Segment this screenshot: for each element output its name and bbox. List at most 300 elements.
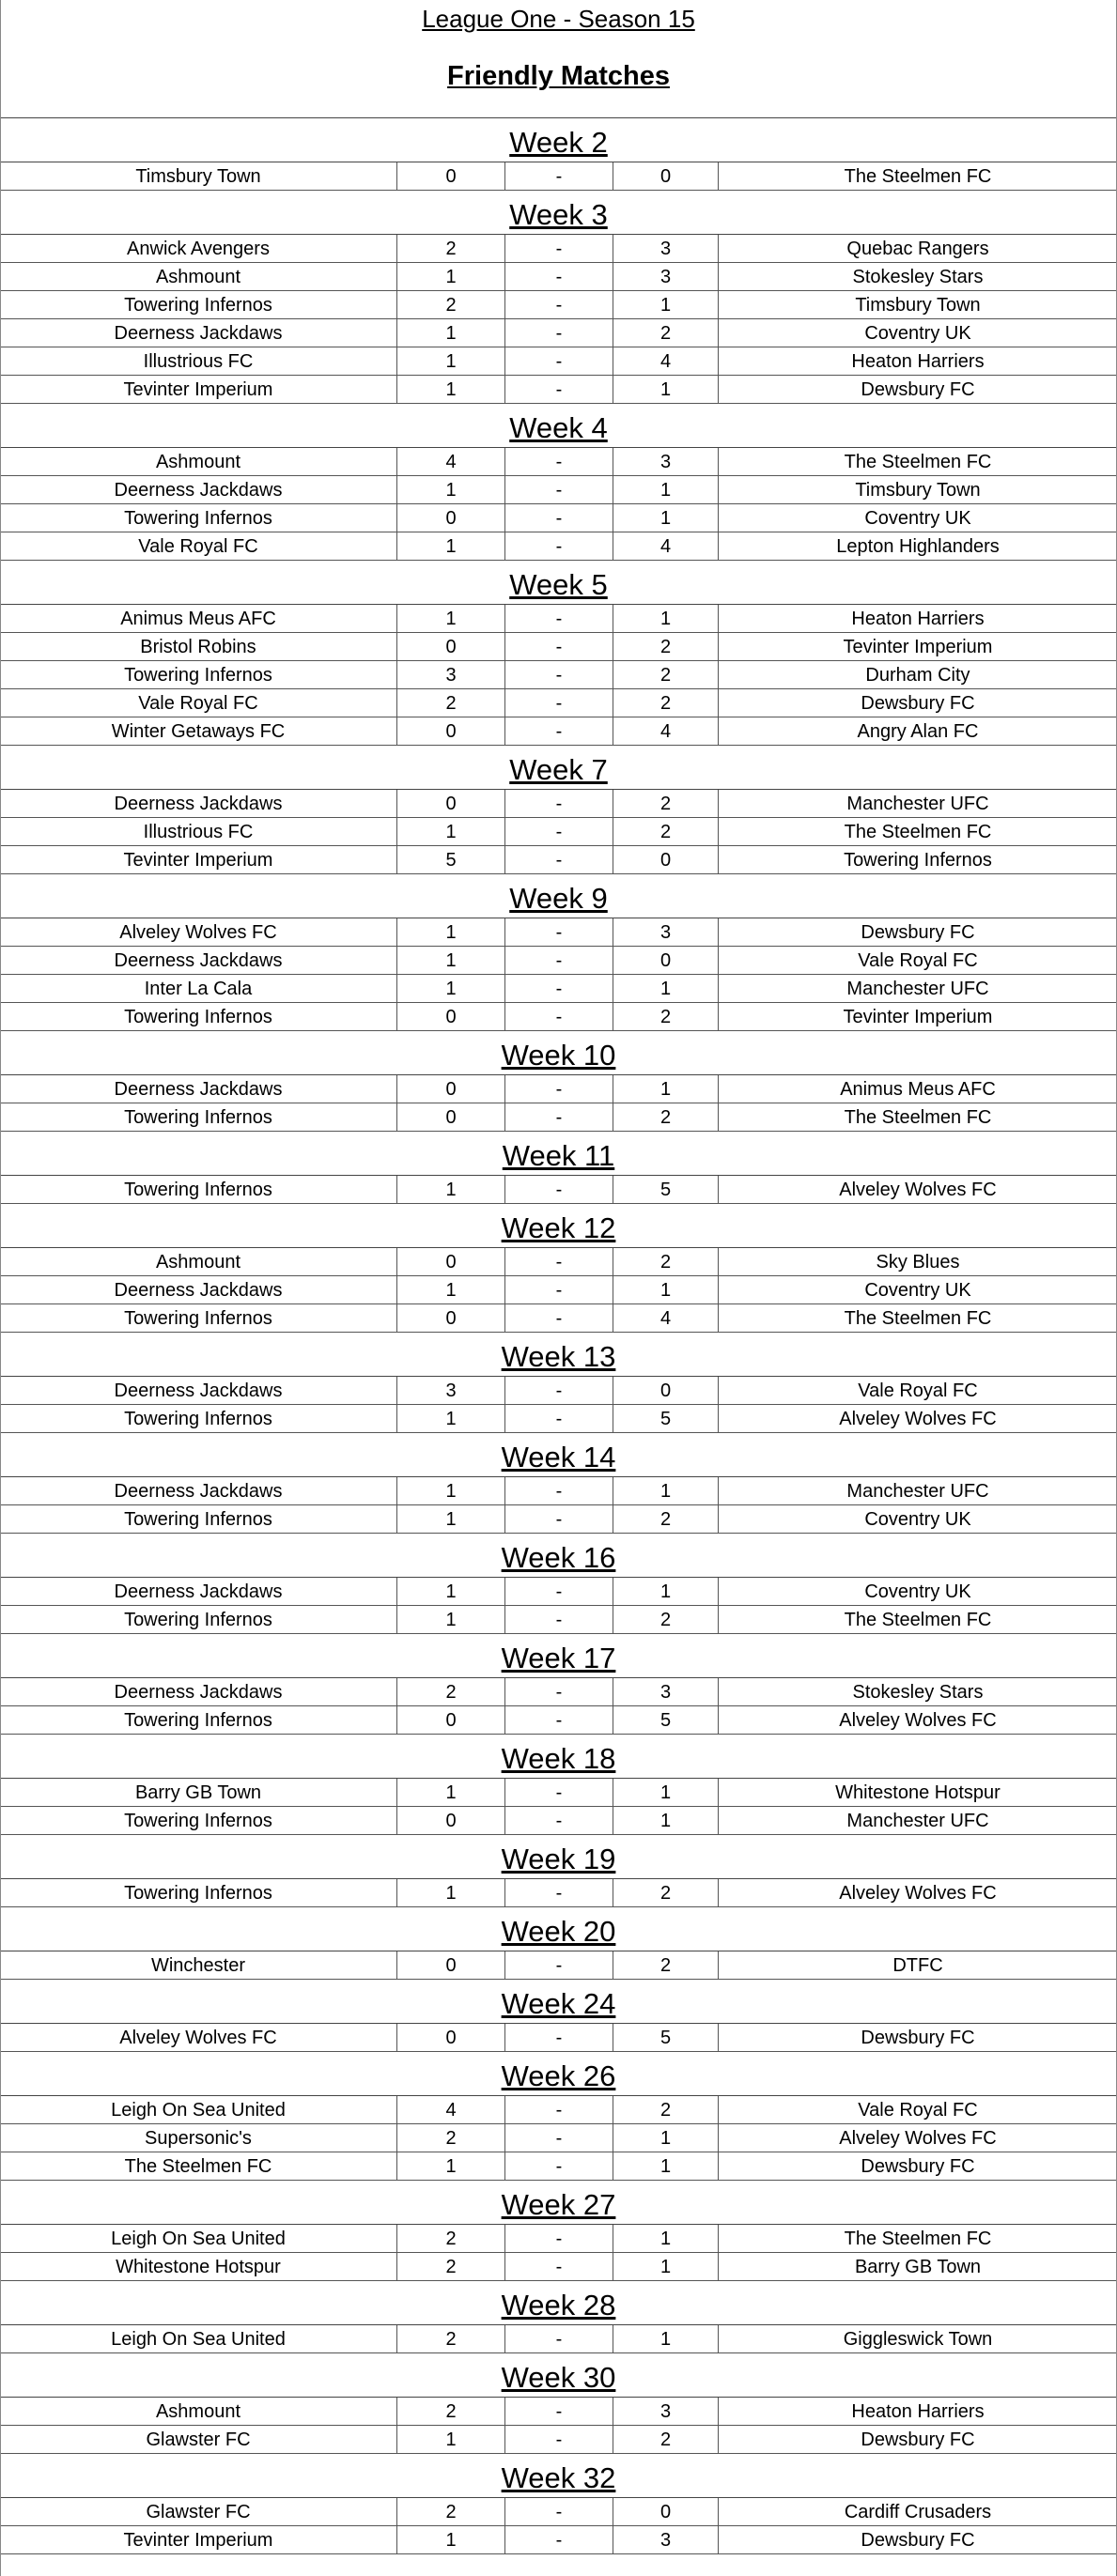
- match-row: [0, 2498, 1117, 2526]
- home-team-cell: Tevinter Imperium: [0, 846, 397, 873]
- home-score-cell: 1: [397, 1606, 505, 1633]
- home-team-cell: Ashmount: [0, 448, 397, 475]
- week-heading: Week 27: [0, 2181, 1117, 2225]
- score-separator-cell: -: [505, 319, 613, 347]
- score-separator-cell: -: [505, 2526, 613, 2553]
- match-row: [0, 661, 1117, 689]
- home-score-cell: 2: [397, 2253, 505, 2280]
- home-team-cell: Whitestone Hotspur: [0, 2253, 397, 2280]
- away-score-cell: 1: [613, 504, 719, 532]
- away-team-cell: Tevinter Imperium: [843, 637, 993, 657]
- home-score-cell: 1: [397, 2152, 505, 2180]
- match-row: [0, 2526, 1117, 2554]
- away-team-cell: Vale Royal FC: [858, 1381, 978, 1401]
- week-heading: Week 11: [0, 1132, 1117, 1176]
- away-team-cell: The Steelmen FC: [844, 452, 992, 472]
- away-score-cell: 2: [613, 1248, 719, 1275]
- away-score-cell: 2: [613, 1003, 719, 1030]
- score-separator-cell: -: [505, 1678, 613, 1705]
- home-score-cell: 1: [397, 947, 505, 974]
- home-team-cell: Towering Infernos: [0, 1176, 397, 1203]
- home-team-cell: Deerness Jackdaws: [0, 1678, 397, 1705]
- week-section: [0, 1907, 1117, 1980]
- match-row: [0, 476, 1117, 504]
- away-score-cell: 4: [613, 717, 719, 745]
- score-separator-cell: -: [505, 1951, 613, 1979]
- away-score-cell: 2: [613, 790, 719, 817]
- score-separator-cell: -: [505, 790, 613, 817]
- week-section: [0, 2052, 1117, 2181]
- home-team-cell: Vale Royal FC: [0, 689, 397, 717]
- score-separator-cell: -: [505, 2325, 613, 2352]
- home-team-cell: Glawster FC: [0, 2498, 397, 2525]
- score-separator-cell: -: [505, 2124, 613, 2152]
- away-score-cell: 5: [613, 1706, 719, 1734]
- score-separator-cell: -: [505, 2024, 613, 2051]
- home-team-cell: Towering Infernos: [0, 1505, 397, 1533]
- away-team-cell: Barry GB Town: [854, 2257, 982, 2277]
- away-score-cell: 5: [613, 1405, 719, 1432]
- week-heading: Week 17: [0, 1634, 1117, 1678]
- home-team-cell: Towering Infernos: [0, 1879, 397, 1906]
- away-team-cell: Vale Royal FC: [858, 2100, 978, 2121]
- score-separator-cell: -: [505, 1578, 613, 1605]
- week-heading: Week 16: [0, 1534, 1117, 1578]
- home-score-cell: 1: [397, 1505, 505, 1533]
- home-score-cell: 2: [397, 2398, 505, 2425]
- week-section: [0, 874, 1117, 1031]
- score-separator-cell: -: [505, 2253, 613, 2280]
- away-score-cell: 2: [613, 661, 719, 688]
- home-score-cell: 5: [397, 846, 505, 873]
- score-separator-cell: -: [505, 1075, 613, 1103]
- home-team-cell: Vale Royal FC: [0, 532, 397, 560]
- away-team-cell: Dewsbury FC: [861, 693, 975, 714]
- score-separator-cell: -: [505, 818, 613, 845]
- score-separator-cell: -: [505, 717, 613, 745]
- home-team-cell: Deerness Jackdaws: [0, 1276, 397, 1303]
- home-score-cell: 3: [397, 661, 505, 688]
- match-row: [0, 717, 1117, 746]
- away-team-cell: The Steelmen FC: [844, 166, 992, 187]
- week-heading: Week 9: [0, 874, 1117, 918]
- away-score-cell: 2: [613, 1951, 719, 1979]
- away-score-cell: 4: [613, 532, 719, 560]
- fixtures-list: [0, 118, 1117, 2554]
- away-score-cell: 3: [613, 263, 719, 290]
- away-score-cell: 5: [613, 1176, 719, 1203]
- score-separator-cell: -: [505, 1779, 613, 1806]
- home-team-cell: Glawster FC: [0, 2426, 397, 2453]
- score-separator-cell: -: [505, 2426, 613, 2453]
- week-section: [0, 1333, 1117, 1433]
- score-separator-cell: -: [505, 1807, 613, 1834]
- home-score-cell: 2: [397, 2325, 505, 2352]
- home-team-cell: Deerness Jackdaws: [0, 319, 397, 347]
- away-team-cell: Angry Alan FC: [857, 721, 979, 742]
- home-team-cell: Illustrious FC: [0, 347, 397, 375]
- match-row: [0, 2398, 1117, 2426]
- away-team-cell: Heaton Harriers: [851, 609, 985, 629]
- away-score-cell: 1: [613, 476, 719, 503]
- home-score-cell: 1: [397, 1779, 505, 1806]
- away-team-cell: Dewsbury FC: [861, 379, 975, 400]
- home-team-cell: Timsbury Town: [0, 162, 397, 190]
- score-separator-cell: -: [505, 1377, 613, 1404]
- home-score-cell: 2: [397, 2124, 505, 2152]
- away-team-cell: DTFC: [892, 1955, 943, 1976]
- week-heading: Week 18: [0, 1735, 1117, 1779]
- score-separator-cell: -: [505, 2498, 613, 2525]
- away-team-cell: Heaton Harriers: [851, 351, 985, 372]
- match-row: [0, 1405, 1117, 1433]
- away-score-cell: 0: [613, 2498, 719, 2525]
- home-score-cell: 1: [397, 476, 505, 503]
- week-heading: Week 7: [0, 746, 1117, 790]
- score-separator-cell: -: [505, 975, 613, 1002]
- home-score-cell: 1: [397, 376, 505, 403]
- home-score-cell: 0: [397, 1003, 505, 1030]
- score-separator-cell: -: [505, 1103, 613, 1131]
- match-row: [0, 790, 1117, 818]
- match-row: [0, 1176, 1117, 1204]
- away-score-cell: 2: [613, 319, 719, 347]
- away-score-cell: 1: [613, 975, 719, 1002]
- away-team-cell: Alveley Wolves FC: [839, 1409, 997, 1429]
- match-row: [0, 1304, 1117, 1333]
- score-separator-cell: -: [505, 1879, 613, 1906]
- week-heading: Week 3: [0, 191, 1117, 235]
- score-separator-cell: -: [505, 661, 613, 688]
- away-score-cell: 1: [613, 291, 719, 318]
- home-team-cell: Supersonic's: [0, 2124, 397, 2152]
- week-section: [0, 1835, 1117, 1907]
- home-score-cell: 1: [397, 818, 505, 845]
- home-team-cell: Towering Infernos: [0, 661, 397, 688]
- score-separator-cell: -: [505, 532, 613, 560]
- home-score-cell: 4: [397, 448, 505, 475]
- away-team-cell: Coventry UK: [864, 1509, 971, 1530]
- home-score-cell: 0: [397, 790, 505, 817]
- score-separator-cell: -: [505, 2096, 613, 2123]
- away-team-cell: Cardiff Crusaders: [844, 2502, 992, 2522]
- home-team-cell: Towering Infernos: [0, 1304, 397, 1332]
- week-section: [0, 1031, 1117, 1132]
- home-score-cell: 0: [397, 1103, 505, 1131]
- away-team-cell: Alveley Wolves FC: [839, 1180, 997, 1200]
- away-score-cell: 5: [613, 2024, 719, 2051]
- home-score-cell: 1: [397, 532, 505, 560]
- week-section: [0, 1534, 1117, 1634]
- week-section: [0, 2281, 1117, 2353]
- score-separator-cell: -: [505, 235, 613, 262]
- home-score-cell: 1: [397, 975, 505, 1002]
- home-score-cell: 0: [397, 717, 505, 745]
- home-team-cell: Winter Getaways FC: [0, 717, 397, 745]
- match-row: [0, 376, 1117, 404]
- home-score-cell: 0: [397, 1304, 505, 1332]
- home-score-cell: 0: [397, 633, 505, 660]
- week-heading: Week 32: [0, 2454, 1117, 2498]
- week-heading: Week 19: [0, 1835, 1117, 1879]
- home-score-cell: 1: [397, 605, 505, 632]
- home-team-cell: Towering Infernos: [0, 1103, 397, 1131]
- home-team-cell: Tevinter Imperium: [0, 2526, 397, 2553]
- away-score-cell: 1: [613, 2325, 719, 2352]
- week-section: [0, 2181, 1117, 2281]
- match-row: [0, 605, 1117, 633]
- match-row: [0, 1075, 1117, 1103]
- week-section: [0, 2353, 1117, 2454]
- home-team-cell: Leigh On Sea United: [0, 2096, 397, 2123]
- week-heading: Week 12: [0, 1204, 1117, 1248]
- home-team-cell: Tevinter Imperium: [0, 376, 397, 403]
- league-title: League One - Season 15: [422, 5, 695, 33]
- home-score-cell: 1: [397, 1405, 505, 1432]
- away-score-cell: 3: [613, 1678, 719, 1705]
- home-score-cell: 1: [397, 1176, 505, 1203]
- home-score-cell: 1: [397, 2526, 505, 2553]
- home-team-cell: Deerness Jackdaws: [0, 1377, 397, 1404]
- away-score-cell: 0: [613, 947, 719, 974]
- score-separator-cell: -: [505, 633, 613, 660]
- home-team-cell: Anwick Avengers: [0, 235, 397, 262]
- home-score-cell: 1: [397, 263, 505, 290]
- home-score-cell: 2: [397, 2498, 505, 2525]
- match-row: [0, 2024, 1117, 2052]
- away-team-cell: Stokesley Stars: [852, 267, 984, 287]
- away-team-cell: Lepton Highlanders: [836, 536, 1000, 557]
- away-score-cell: 1: [613, 2225, 719, 2252]
- score-separator-cell: -: [505, 263, 613, 290]
- week-section: [0, 191, 1117, 404]
- match-row: [0, 2225, 1117, 2253]
- home-score-cell: 0: [397, 2024, 505, 2051]
- match-row: [0, 2253, 1117, 2281]
- away-team-cell: Coventry UK: [864, 323, 971, 344]
- away-score-cell: 2: [613, 818, 719, 845]
- away-score-cell: 3: [613, 2526, 719, 2553]
- score-separator-cell: -: [505, 504, 613, 532]
- match-row: [0, 1103, 1117, 1132]
- match-row: [0, 291, 1117, 319]
- week-section: [0, 1204, 1117, 1333]
- away-team-cell: The Steelmen FC: [844, 1308, 992, 1329]
- home-team-cell: Towering Infernos: [0, 291, 397, 318]
- away-score-cell: 3: [613, 448, 719, 475]
- home-score-cell: 1: [397, 1276, 505, 1303]
- week-section: [0, 404, 1117, 561]
- away-team-cell: Animus Meus AFC: [840, 1079, 996, 1100]
- away-score-cell: 1: [613, 2253, 719, 2280]
- away-team-cell: Towering Infernos: [844, 850, 992, 871]
- home-score-cell: 3: [397, 1377, 505, 1404]
- home-score-cell: 0: [397, 1248, 505, 1275]
- away-team-cell: Giggleswick Town: [843, 2329, 993, 2350]
- match-row: [0, 504, 1117, 532]
- score-separator-cell: -: [505, 1276, 613, 1303]
- away-team-cell: Dewsbury FC: [861, 922, 975, 943]
- match-row: [0, 1678, 1117, 1706]
- away-score-cell: 2: [613, 1103, 719, 1131]
- match-row: [0, 689, 1117, 717]
- match-row: [0, 347, 1117, 376]
- week-section: [0, 561, 1117, 746]
- match-row: [0, 2124, 1117, 2152]
- match-row: [0, 947, 1117, 975]
- home-team-cell: Leigh On Sea United: [0, 2325, 397, 2352]
- home-team-cell: Towering Infernos: [0, 1405, 397, 1432]
- home-team-cell: Towering Infernos: [0, 1706, 397, 1734]
- away-score-cell: 4: [613, 1304, 719, 1332]
- match-row: [0, 2325, 1117, 2353]
- home-team-cell: The Steelmen FC: [0, 2152, 397, 2180]
- match-row: [0, 818, 1117, 846]
- away-score-cell: 2: [613, 2426, 719, 2453]
- week-heading: Week 30: [0, 2353, 1117, 2398]
- home-score-cell: 0: [397, 1075, 505, 1103]
- home-score-cell: 0: [397, 504, 505, 532]
- away-score-cell: 2: [613, 1505, 719, 1533]
- home-score-cell: 4: [397, 2096, 505, 2123]
- home-score-cell: 2: [397, 1678, 505, 1705]
- away-team-cell: The Steelmen FC: [844, 1107, 992, 1128]
- away-team-cell: The Steelmen FC: [844, 822, 992, 842]
- match-row: [0, 448, 1117, 476]
- score-separator-cell: -: [505, 2152, 613, 2180]
- home-team-cell: Deerness Jackdaws: [0, 1578, 397, 1605]
- match-row: [0, 1779, 1117, 1807]
- score-separator-cell: -: [505, 1505, 613, 1533]
- away-team-cell: Coventry UK: [864, 1280, 971, 1301]
- week-section: [0, 1980, 1117, 2052]
- away-score-cell: 3: [613, 2398, 719, 2425]
- match-row: [0, 1879, 1117, 1907]
- home-team-cell: Leigh On Sea United: [0, 2225, 397, 2252]
- away-score-cell: 1: [613, 2124, 719, 2152]
- home-score-cell: 0: [397, 1807, 505, 1834]
- match-row: [0, 319, 1117, 347]
- home-team-cell: Towering Infernos: [0, 1606, 397, 1633]
- home-score-cell: 1: [397, 2426, 505, 2453]
- home-team-cell: Ashmount: [0, 2398, 397, 2425]
- home-score-cell: 1: [397, 1477, 505, 1504]
- match-row: [0, 1606, 1117, 1634]
- match-row: [0, 846, 1117, 874]
- home-score-cell: 2: [397, 2225, 505, 2252]
- home-score-cell: 0: [397, 162, 505, 190]
- away-score-cell: 1: [613, 376, 719, 403]
- away-team-cell: Dewsbury FC: [861, 2530, 975, 2551]
- match-row: [0, 975, 1117, 1003]
- away-team-cell: Timsbury Town: [855, 480, 981, 501]
- away-score-cell: 0: [613, 162, 719, 190]
- away-score-cell: 1: [613, 1807, 719, 1834]
- week-heading: Week 4: [0, 404, 1117, 448]
- match-row: [0, 1706, 1117, 1735]
- home-team-cell: Ashmount: [0, 1248, 397, 1275]
- away-team-cell: Timsbury Town: [855, 295, 981, 316]
- match-row: [0, 1951, 1117, 1980]
- away-score-cell: 2: [613, 1879, 719, 1906]
- away-team-cell: Heaton Harriers: [851, 2401, 985, 2422]
- away-score-cell: 3: [613, 235, 719, 262]
- away-team-cell: Sky Blues: [876, 1252, 960, 1273]
- score-separator-cell: -: [505, 291, 613, 318]
- score-separator-cell: -: [505, 376, 613, 403]
- home-team-cell: Deerness Jackdaws: [0, 1075, 397, 1103]
- week-section: [0, 1433, 1117, 1534]
- away-score-cell: 2: [613, 689, 719, 717]
- match-row: [0, 2096, 1117, 2124]
- match-row: [0, 918, 1117, 947]
- home-team-cell: Deerness Jackdaws: [0, 790, 397, 817]
- week-section: [0, 2454, 1117, 2554]
- score-separator-cell: -: [505, 918, 613, 946]
- away-team-cell: Alveley Wolves FC: [839, 1883, 997, 1904]
- home-team-cell: Alveley Wolves FC: [0, 918, 397, 946]
- away-team-cell: Coventry UK: [864, 508, 971, 529]
- week-section: [0, 1132, 1117, 1204]
- away-score-cell: 1: [613, 1578, 719, 1605]
- home-team-cell: Towering Infernos: [0, 1807, 397, 1834]
- away-team-cell: Dewsbury FC: [861, 2156, 975, 2177]
- away-score-cell: 2: [613, 1606, 719, 1633]
- home-team-cell: Winchester: [0, 1951, 397, 1979]
- score-separator-cell: -: [505, 1706, 613, 1734]
- away-team-cell: Alveley Wolves FC: [839, 1710, 997, 1731]
- week-heading: Week 24: [0, 1980, 1117, 2024]
- match-row: [0, 1505, 1117, 1534]
- away-score-cell: 3: [613, 918, 719, 946]
- away-team-cell: Dewsbury FC: [861, 2429, 975, 2450]
- home-team-cell: Towering Infernos: [0, 1003, 397, 1030]
- score-separator-cell: -: [505, 1003, 613, 1030]
- away-team-cell: Whitestone Hotspur: [835, 1782, 1001, 1803]
- home-team-cell: Inter La Cala: [0, 975, 397, 1002]
- home-team-cell: Deerness Jackdaws: [0, 476, 397, 503]
- score-separator-cell: -: [505, 1477, 613, 1504]
- week-heading: Week 10: [0, 1031, 1117, 1075]
- match-row: [0, 1276, 1117, 1304]
- score-separator-cell: -: [505, 162, 613, 190]
- away-team-cell: Manchester UFC: [846, 1811, 989, 1831]
- match-row: [0, 263, 1117, 291]
- home-team-cell: Barry GB Town: [0, 1779, 397, 1806]
- score-separator-cell: -: [505, 448, 613, 475]
- match-row: [0, 2426, 1117, 2454]
- match-row: [0, 1248, 1117, 1276]
- score-separator-cell: -: [505, 1606, 613, 1633]
- home-score-cell: 1: [397, 1879, 505, 1906]
- home-team-cell: Bristol Robins: [0, 633, 397, 660]
- match-row: [0, 1377, 1117, 1405]
- match-row: [0, 1477, 1117, 1505]
- home-team-cell: Alveley Wolves FC: [0, 2024, 397, 2051]
- score-separator-cell: -: [505, 846, 613, 873]
- match-row: [0, 633, 1117, 661]
- match-row: [0, 1578, 1117, 1606]
- away-score-cell: 1: [613, 1779, 719, 1806]
- match-row: [0, 1003, 1117, 1031]
- match-row: [0, 162, 1117, 191]
- home-score-cell: 1: [397, 347, 505, 375]
- away-score-cell: 1: [613, 1075, 719, 1103]
- away-team-cell: Quebac Rangers: [846, 239, 989, 259]
- score-separator-cell: -: [505, 347, 613, 375]
- score-separator-cell: -: [505, 605, 613, 632]
- home-score-cell: 2: [397, 291, 505, 318]
